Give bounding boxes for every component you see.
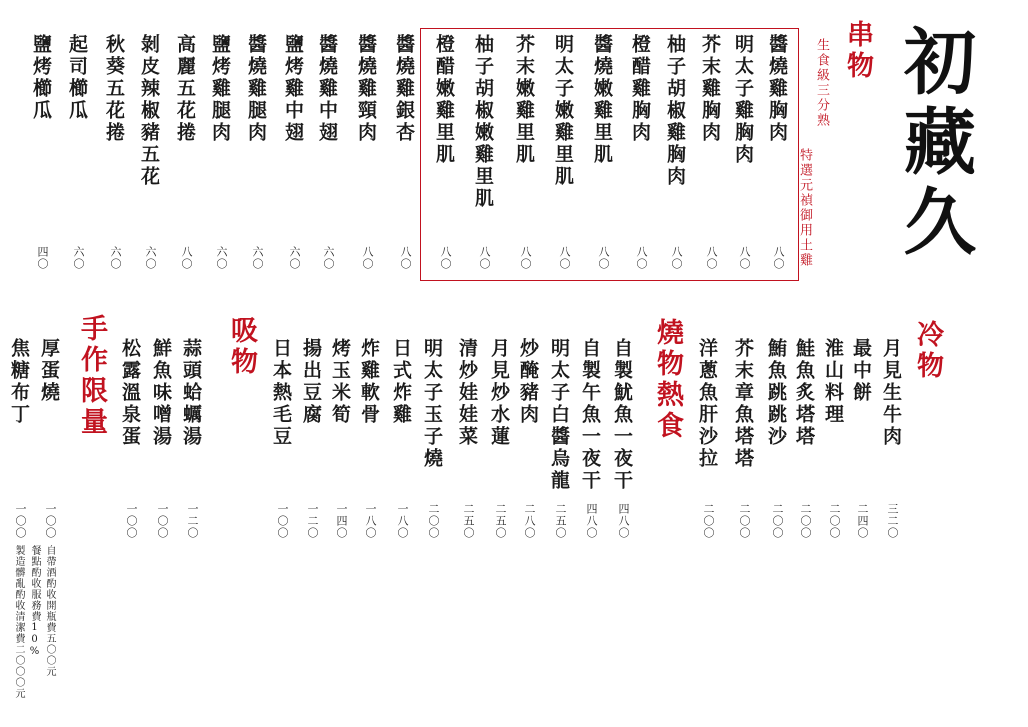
- menu-price-kushi: 八〇: [519, 246, 532, 270]
- soup-title: 吸物: [226, 316, 257, 378]
- menu-price-soup: 一〇〇: [125, 503, 138, 539]
- note-corkage: 自帶酒酌收開瓶費五〇〇元: [44, 545, 55, 677]
- menu-price-cold: 二〇〇: [828, 503, 841, 539]
- menu-price-kushi: 六〇: [72, 246, 85, 270]
- menu-item-hot: 揚出豆腐: [300, 338, 322, 426]
- menu-price-kushi: 六〇: [322, 246, 335, 270]
- menu-item-cold: 月見生牛肉: [880, 338, 902, 448]
- menu-price-kushi: 八〇: [399, 246, 412, 270]
- note-cleaning: 製造髒亂酌收清潔費二〇〇〇元: [13, 545, 24, 699]
- menu-price-kushi: 八〇: [180, 246, 193, 270]
- menu-item-kushi: 橙醋嫩雞里肌: [433, 34, 455, 166]
- menu-item-kushi: 高麗五花捲: [174, 34, 196, 144]
- menu-price-hot: 四八〇: [617, 503, 630, 539]
- menu-price-hot: 一〇〇: [276, 503, 289, 539]
- menu-item-soup: 松露溫泉蛋: [119, 338, 141, 448]
- menu-price-hot: 一四〇: [335, 503, 348, 539]
- menu-price-kushi: 八〇: [597, 246, 610, 270]
- menu-price-kushi: 八〇: [478, 246, 491, 270]
- menu-item-kushi: 芥末嫩雞里肌: [513, 34, 535, 166]
- menu-price-cold: 二四〇: [856, 503, 869, 539]
- menu-item-kushi: 起司櫛瓜: [66, 34, 88, 122]
- menu-price-soup: 一二〇: [186, 503, 199, 539]
- menu-price-hot: 一八〇: [364, 503, 377, 539]
- menu-item-kushi: 柚子胡椒嫩雞里肌: [472, 34, 494, 210]
- menu-item-kushi: 醬燒雞胸肉: [766, 34, 788, 144]
- menu-price-kushi: 八〇: [670, 246, 683, 270]
- menu-item-kushi: 鹽烤櫛瓜: [30, 34, 52, 122]
- menu-item-kushi: 醬燒雞腿肉: [245, 34, 267, 144]
- menu-price-hot: 四八〇: [585, 503, 598, 539]
- menu-item-cold: 洋蔥魚肝沙拉: [696, 338, 718, 470]
- menu-item-hot: 日式炸雞: [390, 338, 412, 426]
- menu-item-soup: 鮮魚味噌湯: [150, 338, 172, 448]
- menu-item-hot: 炒醃豬肉: [517, 338, 539, 426]
- menu-price-kushi: 六〇: [109, 246, 122, 270]
- menu-price-kushi: 八〇: [705, 246, 718, 270]
- menu-item-cold: 芥末章魚塔塔: [732, 338, 754, 470]
- menu-price-kushi: 八〇: [738, 246, 751, 270]
- menu-item-kushi: 醬燒嫩雞里肌: [591, 34, 613, 166]
- menu-price-limited: 一〇〇: [44, 503, 57, 539]
- menu-price-soup: 一〇〇: [156, 503, 169, 539]
- menu-price-kushi: 六〇: [288, 246, 301, 270]
- menu-item-kushi: 芥末雞胸肉: [699, 34, 721, 144]
- menu-price-cold: 二〇〇: [738, 503, 751, 539]
- menu-price-cold: 三二〇: [886, 503, 899, 539]
- menu-item-hot: 炸雞軟骨: [358, 338, 380, 426]
- kushimono-subtitle: 生食級三分熟: [814, 38, 829, 128]
- menu-item-cold: 鮪魚跳跳沙: [765, 338, 787, 448]
- menu-item-kushi: 醬燒雞銀杏: [393, 34, 415, 144]
- menu-price-hot: 二八〇: [523, 503, 536, 539]
- menu-price-kushi: 六〇: [144, 246, 157, 270]
- menu-item-hot: 清炒娃娃菜: [456, 338, 478, 448]
- menu-item-hot: 明太子白醬烏龍: [548, 338, 570, 492]
- menu-price-kushi: 四〇: [36, 246, 49, 270]
- menu-item-kushi: 明太子嫩雞里肌: [552, 34, 574, 188]
- menu-item-kushi: 橙醋雞胸肉: [629, 34, 651, 144]
- menu-item-kushi: 柚子胡椒雞胸肉: [664, 34, 686, 188]
- menu-item-hot: 月見炒水蓮: [488, 338, 510, 448]
- menu-item-hot: 自製午魚一夜干: [579, 338, 601, 492]
- menu-price-kushi: 八〇: [361, 246, 374, 270]
- menu-item-hot: 烤玉米筍: [329, 338, 351, 426]
- kushimono-title: 串物: [842, 20, 873, 82]
- hot-title: 燒物熱食: [652, 318, 683, 442]
- note-service: 餐點酌收服務費10%: [29, 545, 40, 658]
- menu-price-kushi: 八〇: [439, 246, 452, 270]
- menu-item-limited: 焦糖布丁: [8, 338, 30, 426]
- menu-item-hot: 日本熱毛豆: [270, 338, 292, 448]
- menu-item-kushi: 鹽烤雞中翅: [282, 34, 304, 144]
- menu-price-cold: 二〇〇: [771, 503, 784, 539]
- menu-price-kushi: 八〇: [635, 246, 648, 270]
- menu-price-hot: 二五〇: [462, 503, 475, 539]
- menu-price-kushi: 八〇: [772, 246, 785, 270]
- menu-item-limited: 厚蛋燒: [38, 338, 60, 404]
- menu-item-cold: 最中餅: [850, 338, 872, 404]
- menu-item-soup: 蒜頭蛤蠣湯: [180, 338, 202, 448]
- menu-price-cold: 二〇〇: [702, 503, 715, 539]
- menu-price-hot: 一八〇: [396, 503, 409, 539]
- menu-item-hot: 自製魷魚一夜干: [611, 338, 633, 492]
- menu-price-kushi: 六〇: [251, 246, 264, 270]
- menu-item-kushi: 秋葵五花捲: [103, 34, 125, 144]
- menu-item-cold: 鮭魚炙塔塔: [793, 338, 815, 448]
- menu-price-cold: 二〇〇: [799, 503, 812, 539]
- menu-price-kushi: 六〇: [215, 246, 228, 270]
- menu-item-cold: 淮山料理: [822, 338, 844, 426]
- menu-price-hot: 二〇〇: [427, 503, 440, 539]
- menu-item-kushi: 明太子雞胸肉: [732, 34, 754, 166]
- menu-price-kushi: 八〇: [558, 246, 571, 270]
- brand-title: 初藏久: [892, 24, 977, 264]
- menu-price-limited: 一〇〇: [14, 503, 27, 539]
- cold-title: 冷物: [912, 320, 943, 382]
- menu-item-kushi: 醬燒雞中翅: [316, 34, 338, 144]
- menu-item-kushi: 鹽烤雞腿肉: [209, 34, 231, 144]
- menu-price-hot: 二五〇: [494, 503, 507, 539]
- menu-item-kushi: 剝皮辣椒豬五花: [138, 34, 160, 188]
- menu-price-hot: 一二〇: [306, 503, 319, 539]
- menu-item-kushi: 醬燒雞頸肉: [355, 34, 377, 144]
- limited-title: 手作限量: [76, 314, 107, 438]
- menu-price-hot: 二五〇: [554, 503, 567, 539]
- kushimono-subtitle-2: 特選元禎御用土雞: [797, 148, 812, 268]
- menu-item-hot: 明太子玉子燒: [421, 338, 443, 470]
